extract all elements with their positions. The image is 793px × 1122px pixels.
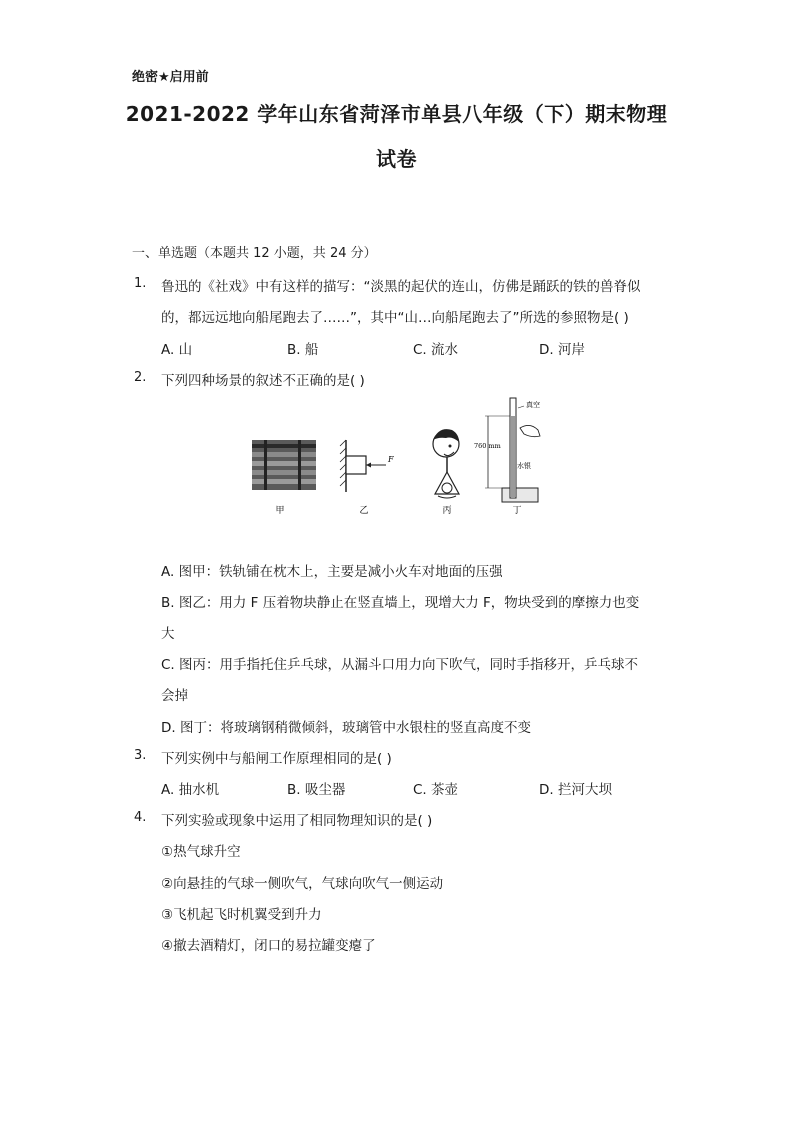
height-label: 760 mm	[474, 442, 501, 450]
option-a: A. 山	[161, 342, 193, 358]
statement-item: ②向悬挂的气球一侧吹气，气球向吹气一侧运动	[161, 876, 444, 892]
option-d: D. 河岸	[539, 342, 585, 358]
question-text-line: 下列实例中与船闸工作原理相同的是( )	[161, 751, 392, 767]
option-c: C. 图丙：用手指托住乒乓球，从漏斗口用力向下吹气，同时手指移开，乒乓球不	[161, 657, 639, 673]
question-number: 2.	[134, 370, 147, 385]
option-a: A. 图甲：铁轨铺在枕木上，主要是减小火车对地面的压强	[161, 564, 503, 580]
option-d: D. 图丁：将玻璃钢稍微倾斜，玻璃管中水银柱的竖直高度不变	[161, 720, 531, 736]
figure-label-ding: 丁	[512, 506, 522, 516]
option-c-continued: 会掉	[161, 688, 188, 704]
figure-label-jia: 甲	[275, 506, 285, 516]
option-a: A. 抽水机	[161, 782, 220, 798]
option-b: B. 图乙：用力 F 压着物块静止在竖直墙上，现增大力 F，物块受到的摩擦力也变	[161, 595, 640, 611]
question-number: 3.	[134, 748, 147, 763]
question-text-line: 下列四种场景的叙述不正确的是( )	[161, 373, 365, 389]
exam-title-line1: 2021-2022 学年山东省菏泽市单县八年级（下）期末物理	[125, 102, 668, 126]
question-text-line: 下列实验或现象中运用了相同物理知识的是( )	[161, 813, 433, 829]
option-d: D. 拦河大坝	[539, 782, 612, 798]
option-b-continued: 大	[161, 626, 175, 642]
statement-item: ①热气球升空	[161, 844, 241, 860]
wall-block-diagram	[340, 440, 386, 492]
figure-label-yi: 乙	[359, 506, 369, 516]
confidential-mark: 绝密★启用前	[132, 70, 209, 85]
question-text-line: 的，都远远地向船尾跑去了……”，其中“山…向船尾跑去了”所选的参照物是( )	[161, 310, 629, 326]
figure-label-bing: 丙	[442, 506, 452, 516]
vacuum-label: 真空	[526, 401, 540, 409]
section-heading: 一、单选题（本题共 12 小题，共 24 分）	[132, 246, 377, 261]
funnel-blowing-diagram	[433, 429, 459, 498]
question-text-line: 鲁迅的《社戏》中有这样的描写：“淡黑的起伏的连山，仿佛是踊跃的铁的兽脊似	[161, 279, 641, 295]
mercury-label: 水银	[517, 462, 531, 470]
statement-item: ④撤去酒精灯，闭口的易拉罐变瘪了	[161, 938, 376, 954]
scenes-figure	[240, 396, 560, 520]
option-c: C. 茶壶	[413, 782, 459, 798]
question-number: 4.	[134, 810, 147, 825]
exam-title-line2: 试卷	[376, 147, 417, 171]
force-label: F	[388, 455, 394, 464]
option-b: B. 吸尘器	[287, 782, 346, 798]
option-c: C. 流水	[413, 342, 459, 358]
torricelli-diagram	[485, 398, 540, 502]
option-b: B. 船	[287, 342, 319, 358]
railway-track-image	[252, 440, 316, 490]
statement-item: ③飞机起飞时机翼受到升力	[161, 907, 322, 923]
question-number: 1.	[134, 276, 147, 291]
